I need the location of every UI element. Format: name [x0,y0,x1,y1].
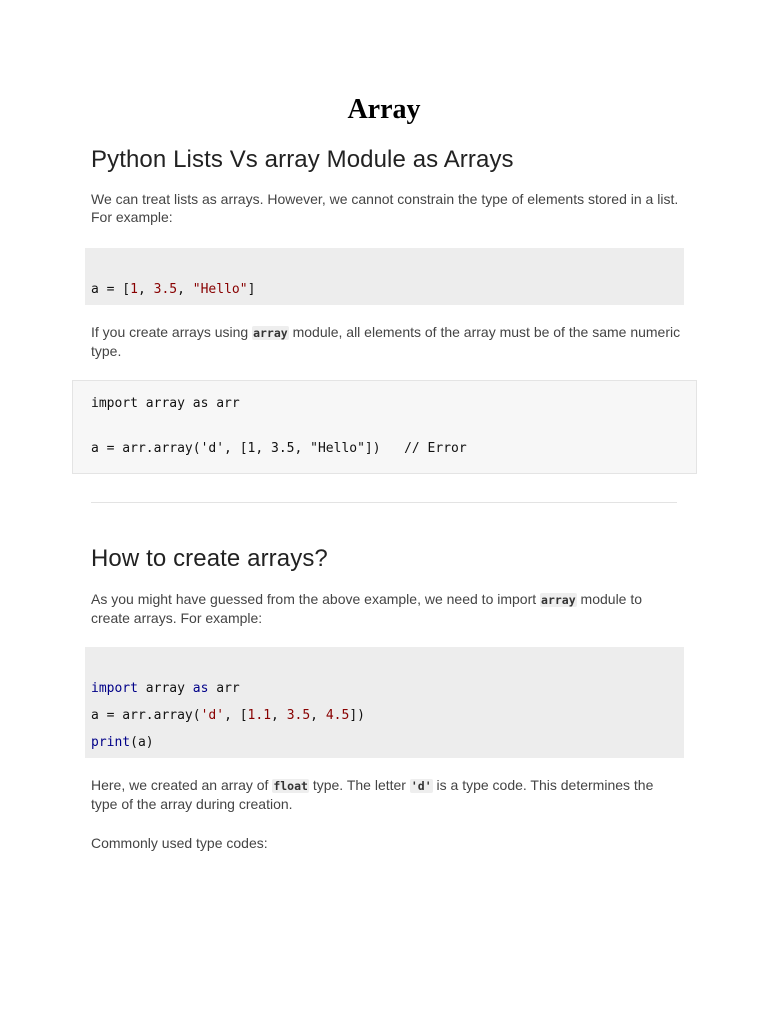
section-heading-lists-vs-array: Python Lists Vs array Module as Arrays [91,146,514,173]
paragraph-text: Here, we created an array of [91,777,273,793]
code-token: , [137,282,154,297]
code-string: "Hello" [192,282,248,297]
code-block-error-example [72,380,697,474]
code-token: a = [ [91,282,131,297]
code-number: 3.5 [286,708,311,723]
paragraph-text: If you create arrays using [91,324,253,340]
code-token: , [177,282,193,297]
code-number: 3.5 [153,282,178,297]
paragraph-text: module, all elements of the array must be of the same numeric type. [91,324,681,359]
array-module-paragraph [91,324,681,360]
float-type-paragraph [91,777,681,813]
page-title: Array [347,94,421,125]
paragraph-text: type. The letter [308,777,410,793]
paragraph-text: As you might have guessed from the above example, we need to import [91,591,541,607]
code-block-list-example [85,248,684,305]
create-arrays-paragraph [91,591,681,627]
section-heading-create-arrays: How to create arrays? [91,545,328,572]
code-number: 1 [130,282,138,297]
code-number: 4.5 [325,708,350,723]
intro-paragraph: We can treat lists as arrays. However, we cannot constrain the type of elements stored in a list. For example: [91,191,679,225]
code-line [91,708,365,723]
code-line [91,735,154,750]
type-codes-paragraph: Commonly used type codes: [91,835,268,851]
code-line: import array as arr [91,396,240,411]
code-token: arr [208,681,240,696]
code-keyword: print [91,735,131,750]
code-token: ]) [349,708,365,723]
code-line [91,681,240,696]
section-divider [91,502,677,503]
paragraph-text: module to create arrays. For example: [91,591,643,626]
code-token: a = arr.array( [91,708,201,723]
code-string: 'd' [200,708,225,723]
code-token: (a) [130,735,154,750]
code-token: ] [247,282,256,297]
inline-code: array [253,326,288,340]
inline-code: 'd' [410,779,432,793]
inline-code: array [541,593,576,607]
code-token: , [ [224,708,248,723]
inline-code: float [273,779,308,793]
paragraph-text: is a type code. This determines the type of the array during creation. [91,777,654,812]
code-number: 1.1 [247,708,272,723]
code-block-create-example [85,647,684,758]
code-token: array [137,681,193,696]
code-keyword: import [91,681,138,696]
code-token: , [310,708,326,723]
code-token: , [271,708,287,723]
code-keyword: as [192,681,209,696]
code-line [91,282,255,297]
code-line: a = arr.array('d', [1, 3.5, "Hello"]) // Error [91,441,467,456]
